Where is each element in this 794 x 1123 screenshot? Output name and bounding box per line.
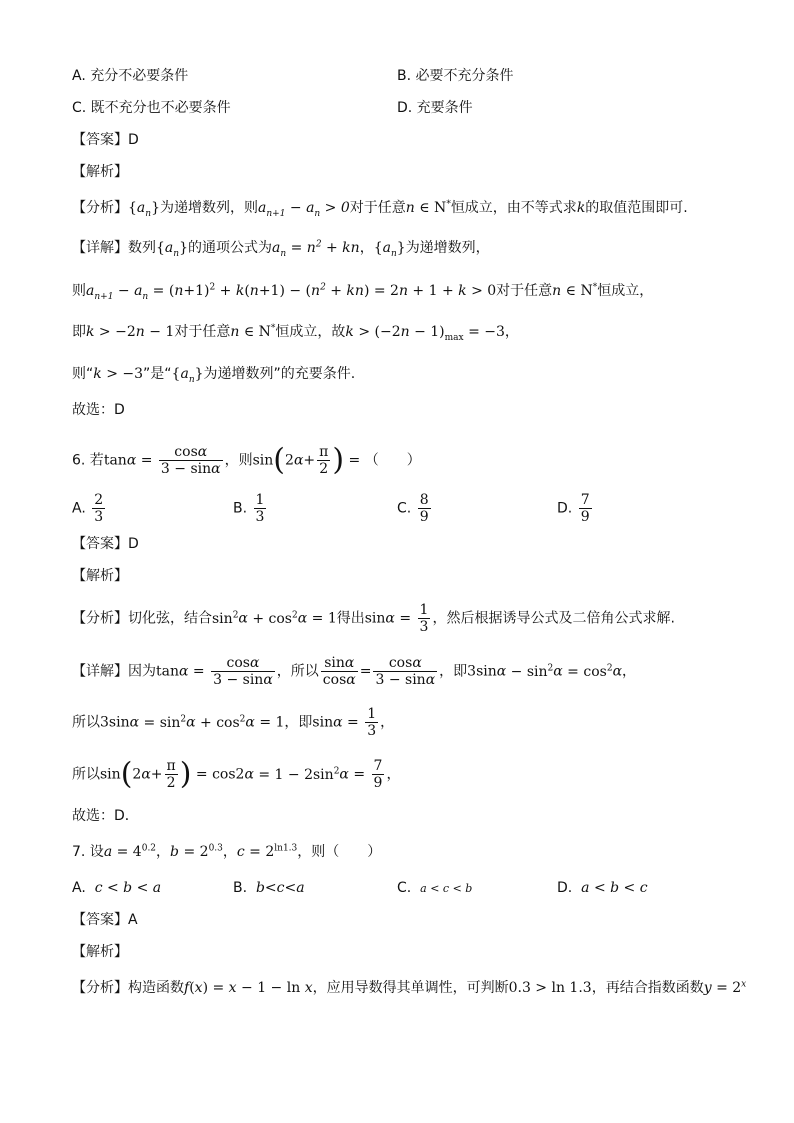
q6-detail-line-3: 所以sin(2α+ $\frac{\pi}{2}$ ) = $\cos 2\alpha = 1 - 2\sin^2\alpha$ = $\frac{7}{9}$ ， [72,756,401,792]
q6-stem-fraction: $\frac{\cos\alpha}{3 - \sin\alpha}$ [160,444,221,477]
q6-option-b: B. $\frac{1}{3}$ [233,492,265,525]
q5-detail-line-3: 即k > −2n − 1对于任意n ∈ N*恒成立，故$k > (-2n - 1)_{max} = -3$， [72,323,519,343]
q5-analysis-summary: 【分析】$\{a_n\}$为递增数列，则$a_{n+1} - a_n > 0$对于任意n ∈ N*恒成立，由不等式求k的取值范围即可. [72,199,688,219]
detail-label: 【详解】 [72,663,128,680]
q5-option-c: C. 既不充分也不必要条件 [72,100,231,116]
q7-answer: 【答案】A [72,912,138,928]
q5-detail-line-1: 【详解】数列$\{a_n\}$的通项公式为$a_n = n^2$ + kn，$\{a_n\}$为递增数列， [72,239,490,259]
q6-conclusion: 故选：D． [72,808,139,824]
q7-option-d: D. a < b < c [557,880,648,896]
q7-option-c: C. a < c < b [397,880,473,896]
analysis-label: 【分析】 [72,200,128,216]
detail-label: 【详解】 [72,240,128,256]
q6-answer: 【答案】D [72,536,139,552]
q6-option-d: D. $\frac{7}{9}$ [557,492,590,525]
q7-option-b: B. b<c<a [233,880,305,896]
q7-stem: 7. 设$a = 4^{0.2}$，$b = 2^{0.3}$，$c = 2^{ln1.3}$，则（ ） [72,843,382,860]
analysis-label: 【分析】 [72,980,128,996]
q5-option-b: B. 必要不充分条件 [397,68,514,84]
q5-detail-line-2: 则$a_{n+1} - a_n = (n+1)^2 + k(n+1) - (n^2 + kn) = 2n + 1 + k > 0$对于任意n ∈ N*恒成立， [72,282,654,302]
q6-detail-line-1: 【详解】因为tanα = $\frac{\cos\alpha}{3 - \sin\alpha}$ ，所以 $\frac{\sin\alpha}{\cos\alpha}$ = $\frac{\cos\alpha}{3 - \sin\alpha}$ ，即$3\sin\alpha - \sin^2\alpha = \cos^2\alpha$， [72,655,637,688]
q6-option-c: C. $\frac{8}{9}$ [397,492,429,525]
q6-stem: 6. 若tanα = $\frac{\cos\alpha}{3 - \sin\alpha}$ ，则sin(2α+ $\frac{\pi}{2}$ ) = （ ） [72,442,421,478]
q5-option-a: A. 充分不必要条件 [72,68,189,84]
q5-analysis-heading: 【解析】 [72,164,128,180]
q5-answer: 【答案】D [72,132,139,148]
q7-option-a: A. c < b < a [72,880,162,896]
q7-analysis-heading: 【解析】 [72,944,128,960]
q5-option-d: D. 充要条件 [397,100,473,116]
analysis-label: 【分析】 [72,610,128,627]
q7-analysis-summary: 【分析】构造函数f(x) = x − 1 − ln x，应用导数得其单调性，可判断0.3 > ln 1.3，再结合指数函数$y = 2^x$ [72,979,747,996]
q5-detail-line-4: 则“k > −3”是“$\{a_n\}$为递增数列”的充要条件. [72,366,356,385]
q6-detail-line-2: 所以$3\sin\alpha = \sin^2\alpha + \cos^2\alpha = 1$，即sinα = $\frac{1}{3}$ ， [72,706,395,739]
q6-option-a: A. $\frac{2}{3}$ [72,492,104,525]
q6-analysis-heading: 【解析】 [72,568,128,584]
q5-conclusion: 故选：D [72,402,125,418]
q6-analysis-summary: 【分析】切化弦，结合$\sin^2\alpha + \cos^2\alpha = 1$得出sinα = $\frac{1}{3}$ ，然后根据诱导公式及二倍角公式求解. [72,602,675,635]
